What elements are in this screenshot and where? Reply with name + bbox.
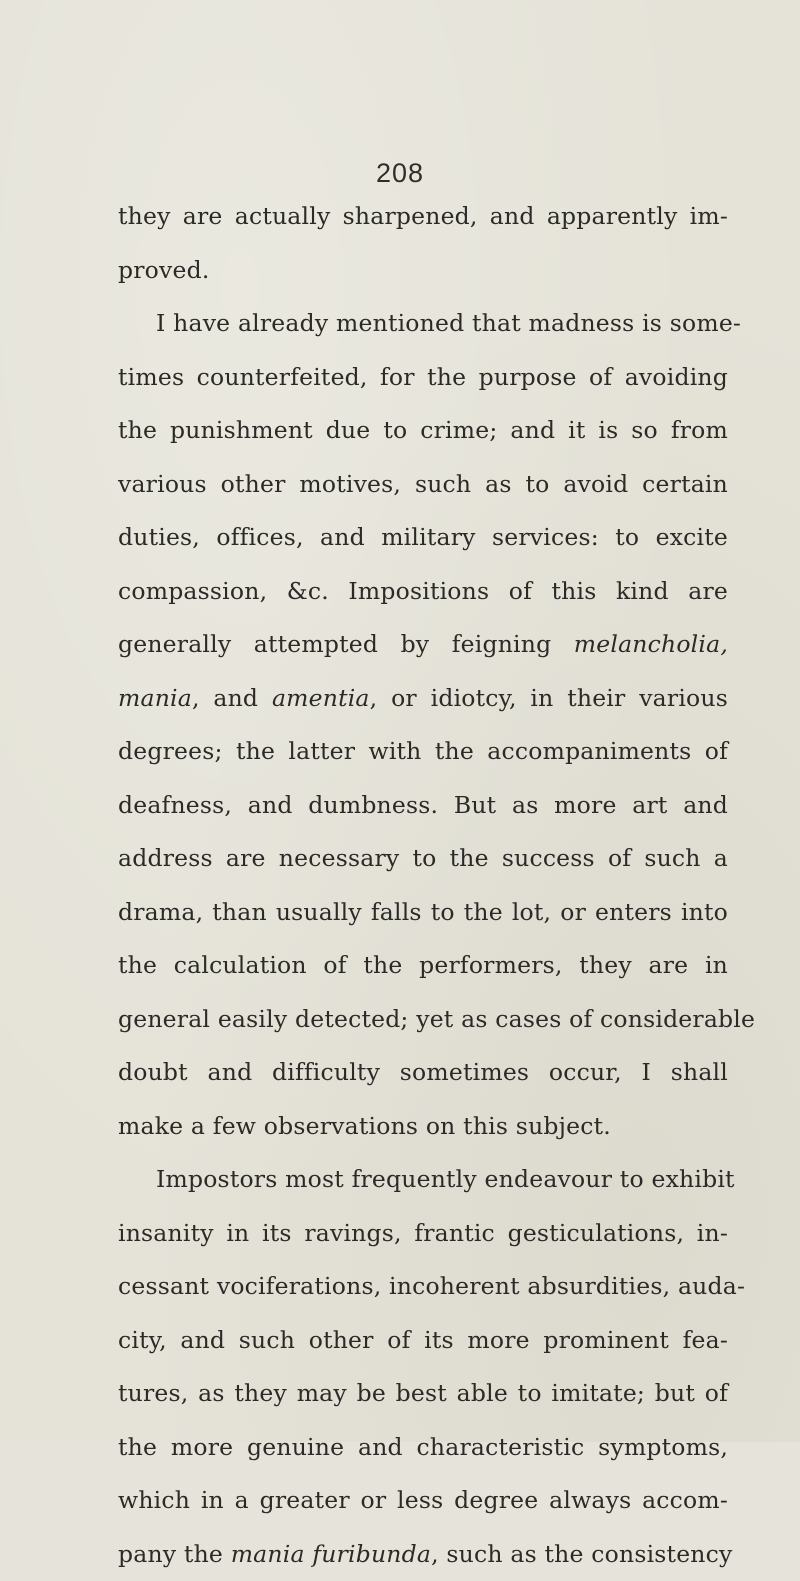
text-segment: , such as the consistency <box>431 1540 732 1568</box>
text-line: make a few observations on this subject. <box>118 1100 728 1154</box>
body-text <box>118 190 728 1581</box>
text-segment: pany the <box>118 1540 231 1568</box>
page-number: 208 <box>0 158 800 189</box>
text-segment: generally attempted by feigning <box>118 630 574 658</box>
text-line: duties, offices, and military services: to excite <box>118 511 728 565</box>
text-line: which in a greater or less degree always accom- <box>118 1474 728 1528</box>
text-line: times counterfeited, for the purpose of avoiding <box>118 351 728 405</box>
text-segment: , and <box>192 684 272 712</box>
text-line <box>118 672 728 726</box>
italic-term: melancholia, <box>574 630 728 658</box>
text-line <box>118 618 728 672</box>
text-line: insanity in its ravings, frantic gesticulations, in- <box>118 1207 728 1261</box>
text-line: various other motives, such as to avoid certain <box>118 458 728 512</box>
text-segment: , or idiotcy, in their various <box>370 684 728 712</box>
text-line: proved. <box>118 244 728 298</box>
text-line: they are actually sharpened, and apparently im- <box>118 190 728 244</box>
text-line: compassion, &c. Impositions of this kind are <box>118 565 728 619</box>
italic-term: amentia <box>272 684 370 712</box>
paragraph-start-line: I have already mentioned that madness is some- <box>118 297 728 351</box>
text-line <box>118 1528 728 1581</box>
text-line: the calculation of the performers, they are in <box>118 939 728 993</box>
paragraph-start-line: Impostors most frequently endeavour to exhibit <box>118 1153 728 1207</box>
italic-term: mania furibunda <box>231 1540 431 1568</box>
text-line: tures, as they may be best able to imitate; but of <box>118 1367 728 1421</box>
text-line: general easily detected; yet as cases of considerable <box>118 993 728 1047</box>
text-line: doubt and difficulty sometimes occur, I shall <box>118 1046 728 1100</box>
italic-term: mania <box>118 684 192 712</box>
text-line: city, and such other of its more prominent fea- <box>118 1314 728 1368</box>
text-line: cessant vociferations, incoherent absurdities, auda- <box>118 1260 728 1314</box>
text-line: the punishment due to crime; and it is so from <box>118 404 728 458</box>
text-line: the more genuine and characteristic symptoms, <box>118 1421 728 1475</box>
text-line: address are necessary to the success of such a <box>118 832 728 886</box>
text-line: drama, than usually falls to the lot, or enters into <box>118 886 728 940</box>
text-line: deafness, and dumbness. But as more art and <box>118 779 728 833</box>
text-line: degrees; the latter with the accompaniments of <box>118 725 728 779</box>
